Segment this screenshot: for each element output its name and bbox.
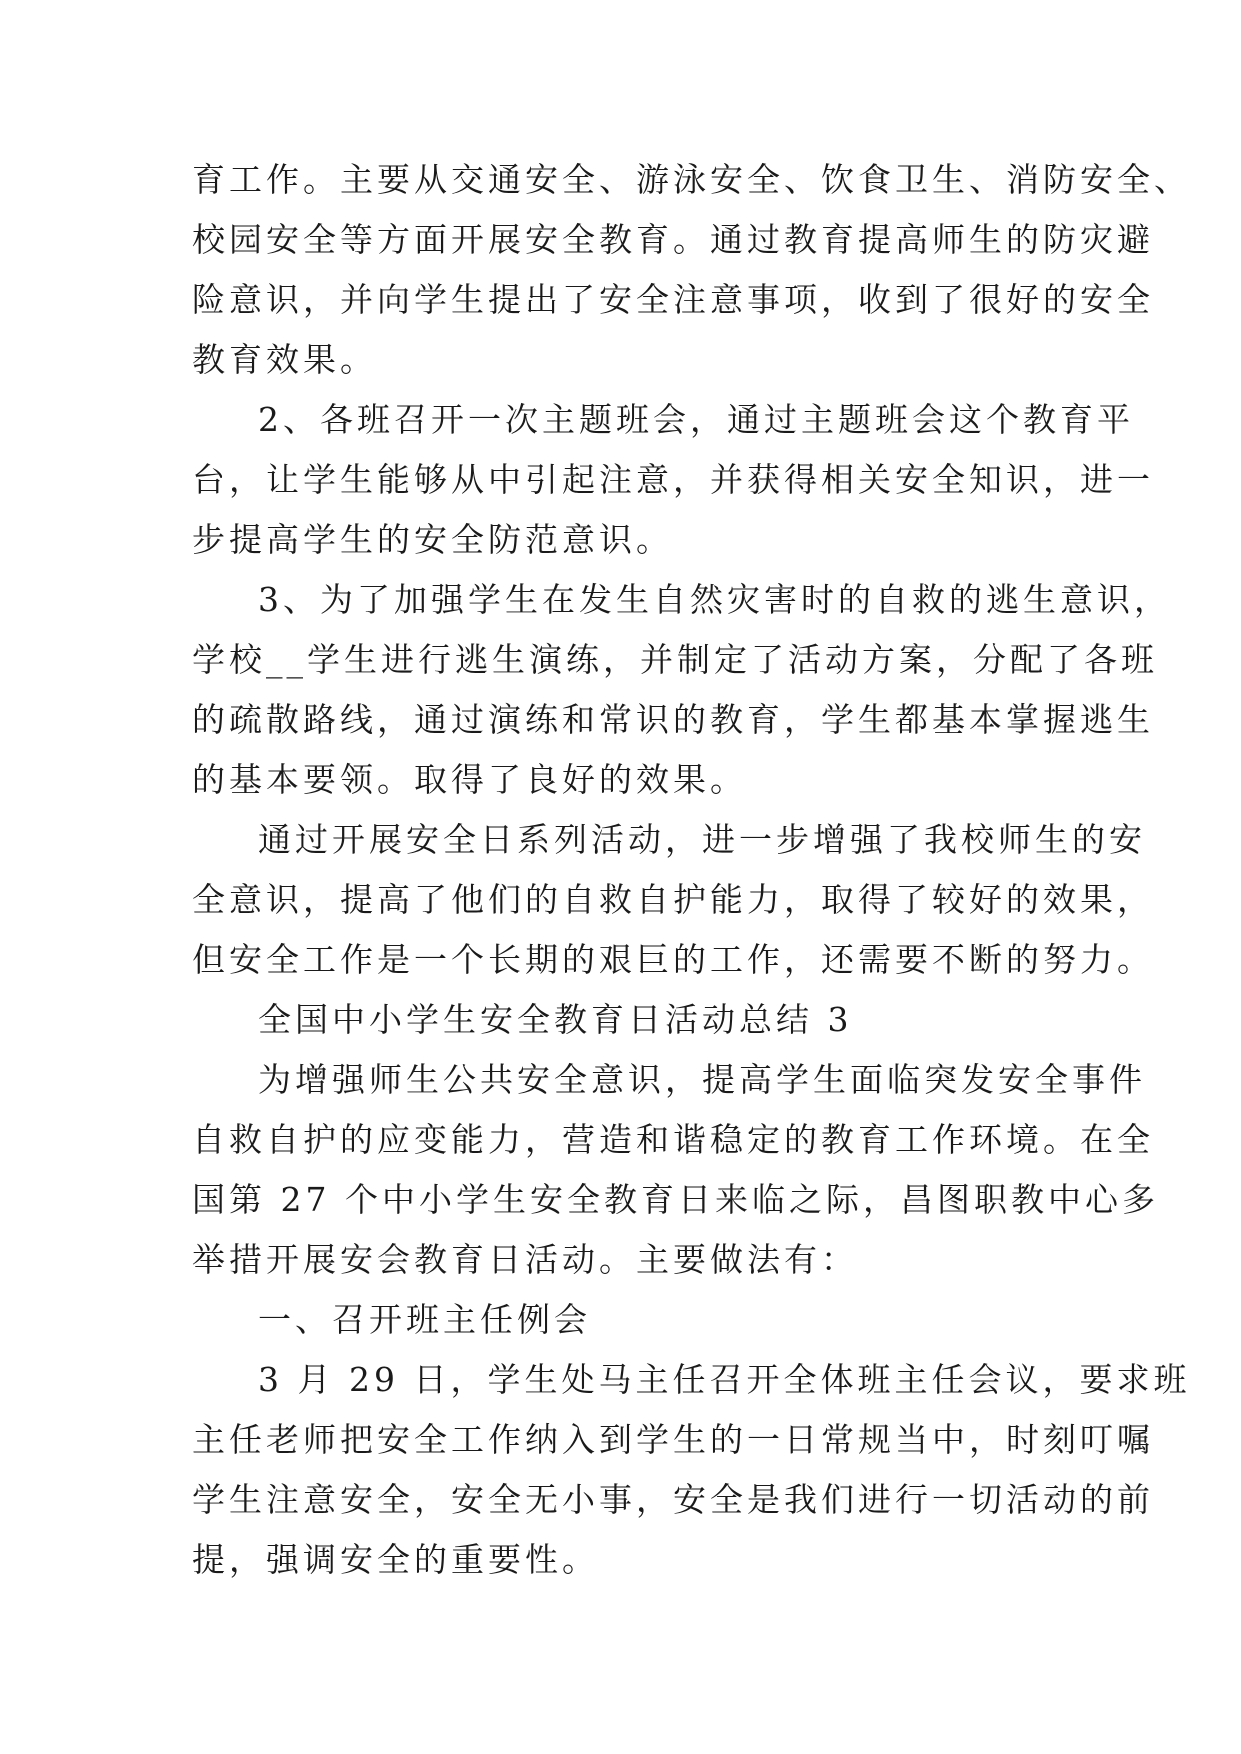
text-line-24: 提，强调安全的重要性。 (192, 1540, 599, 1579)
document-body (192, 150, 1191, 1590)
text-line-13: 全意识，提高了他们的自救自护能力，取得了较好的效果， (192, 880, 1154, 919)
text-line-1: 育工作。主要从交通安全、游泳安全、饮食卫生、消防安全、 (192, 160, 1191, 199)
text-line-14: 但安全工作是一个长期的艰巨的工作，还需要不断的努力。 (192, 940, 1154, 979)
text-line-12: 通过开展安全日系列活动，进一步增强了我校师生的安 (258, 820, 1146, 859)
text-line-17: 自救自护的应变能力，营造和谐稳定的教育工作环境。在全 (192, 1120, 1154, 1159)
text-line-18: 国第 27 个中小学生安全教育日来临之际，昌图职教中心多 (192, 1180, 1159, 1219)
subheading: 一、召开班主任例会 (258, 1300, 591, 1339)
text-line-19: 举措开展安会教育日活动。主要做法有： (192, 1240, 858, 1279)
text-line-6: 台，让学生能够从中引起注意，并获得相关安全知识，进一 (192, 460, 1154, 499)
text-line-9: 学校__学生进行逃生演练，并制定了活动方案，分配了各班 (192, 640, 1158, 679)
text-line-10: 的疏散路线，通过演练和常识的教育，学生都基本掌握逃生 (192, 700, 1154, 739)
text-line-5: 2、各班召开一次主题班会，通过主题班会这个教育平 (258, 400, 1134, 439)
text-line-22: 主任老师把安全工作纳入到学生的一日常规当中，时刻叮嘱 (192, 1420, 1154, 1459)
text-line-16: 为增强师生公共安全意识，提高学生面临突发安全事件 (258, 1060, 1146, 1099)
text-line-3: 险意识，并向学生提出了安全注意事项，收到了很好的安全 (192, 280, 1154, 319)
text-line-11: 的基本要领。取得了良好的效果。 (192, 760, 747, 799)
text-line-23: 学生注意安全，安全无小事，安全是我们进行一切活动的前 (192, 1480, 1154, 1519)
text-line-2: 校园安全等方面开展安全教育。通过教育提高师生的防灾避 (192, 220, 1154, 259)
text-line-21: 3 月 29 日，学生处马主任召开全体班主任会议，要求班 (258, 1360, 1191, 1399)
text-line-8: 3、为了加强学生在发生自然灾害时的自救的逃生意识， (258, 580, 1171, 619)
text-line-7: 步提高学生的安全防范意识。 (192, 520, 673, 559)
section-heading: 全国中小学生安全教育日活动总结 3 (258, 1000, 853, 1039)
text-line-4: 教育效果。 (192, 340, 377, 379)
